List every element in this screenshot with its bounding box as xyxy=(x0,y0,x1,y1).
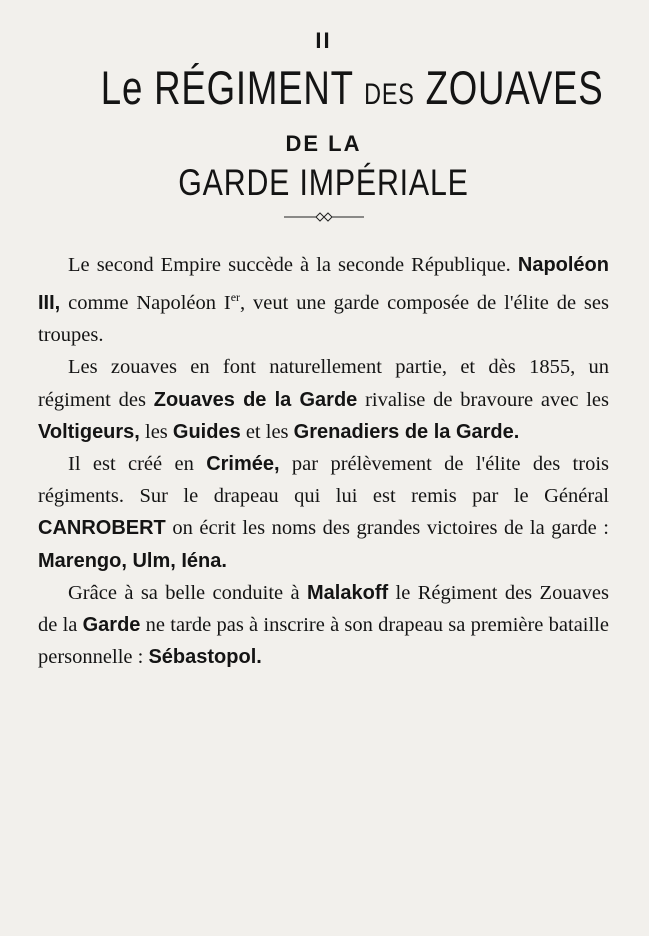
text-run: Les zouaves en font naturellement partie, et dès 1855, un régiment des xyxy=(38,356,609,411)
text-run: on écrit les noms des grandes victoires de la garde : xyxy=(165,517,609,540)
text-run: , veut une garde composée de l'élite de ses troupes. xyxy=(38,292,609,347)
title-des: DES xyxy=(364,78,415,111)
bold-run: Grenadiers de la Garde. xyxy=(293,420,520,443)
text-run: Grâce à sa belle conduite à xyxy=(68,581,308,604)
title-de-la: DE LA xyxy=(285,131,362,156)
bold-run: Garde xyxy=(82,614,141,637)
bold-run: Sébastopol. xyxy=(148,646,262,669)
text-run: les xyxy=(139,420,173,443)
paragraph-2 xyxy=(38,351,609,448)
title-garde-imperiale: GARDE IMPÉRIALE xyxy=(178,162,469,203)
title-le: Le xyxy=(100,61,144,114)
paragraph-3 xyxy=(38,448,609,577)
bold-run: Marengo, Ulm, Iéna. xyxy=(38,549,227,572)
text-run: par prélèvement de l'élite des trois régiments. Sur le drapeau qui lui est remis par le Général xyxy=(38,453,609,508)
text-run: le Régiment des Zouaves de la xyxy=(38,581,609,637)
bold-run: Malakoff xyxy=(307,581,389,604)
text-run: et les xyxy=(240,420,294,443)
title-zouaves: ZOUAVES xyxy=(425,61,604,114)
title-regiment: RÉGIMENT xyxy=(154,61,354,114)
text-run: Le second Empire succède à la seconde République. xyxy=(68,254,518,276)
bold-run: CANROBERT xyxy=(38,517,166,540)
chapter-number: II xyxy=(315,28,332,53)
body-text xyxy=(38,249,609,673)
bold-run: Zouaves de la Garde xyxy=(153,388,358,411)
text-run: comme Napoléon I xyxy=(60,292,231,315)
text-run: ne tarde pas à inscrire à son drapeau sa première bataille personnelle : xyxy=(38,614,609,669)
text-run: Il est créé en xyxy=(68,453,207,476)
bold-run: Napoléon III, xyxy=(38,254,609,315)
bold-run: Voltigeurs, xyxy=(38,420,140,443)
text-run: rivalise de bravoure avec les xyxy=(357,388,609,411)
ornament-divider-icon xyxy=(284,211,364,223)
title-main xyxy=(100,61,604,121)
paragraph-1 xyxy=(38,249,609,351)
superscript: er xyxy=(230,290,241,305)
bold-run: Guides xyxy=(172,420,241,443)
paragraph-4 xyxy=(38,577,609,674)
bold-run: Crimée, xyxy=(206,453,280,476)
